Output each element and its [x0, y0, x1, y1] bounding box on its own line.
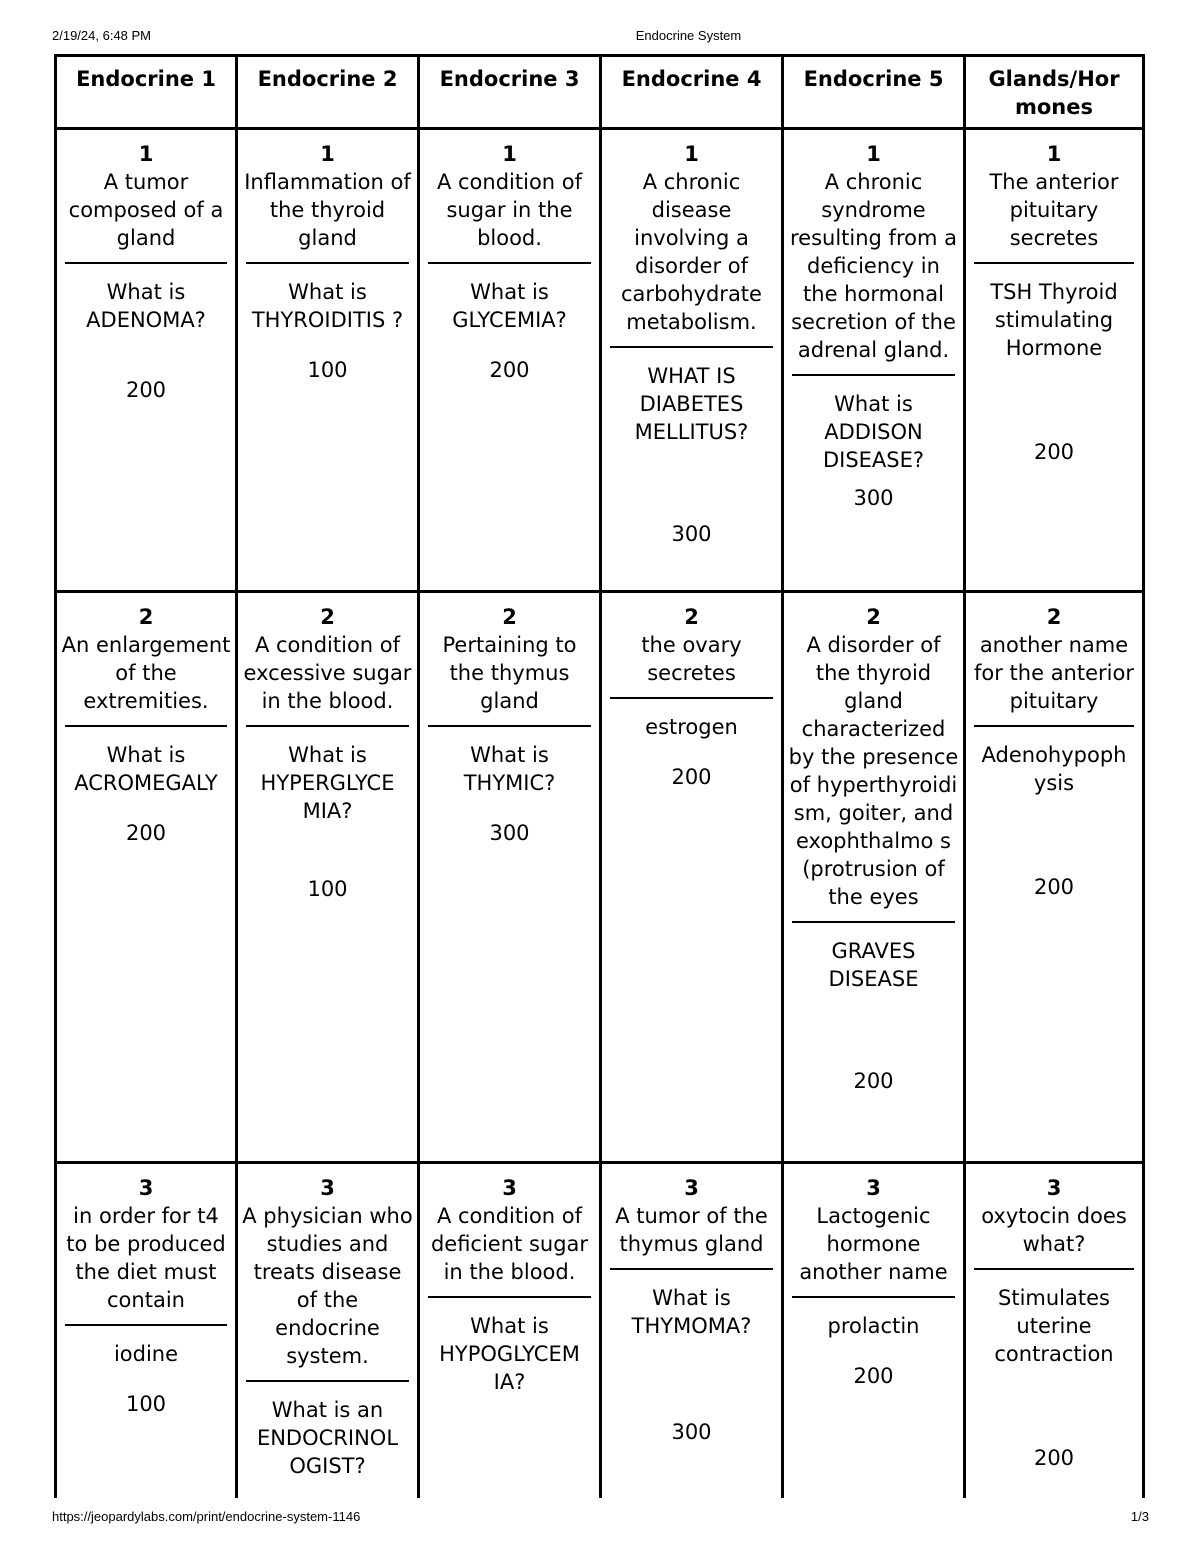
answer-text: What is GLYCEMIA?	[452, 280, 567, 332]
answer-separator	[792, 1296, 955, 1298]
point-value: 200	[671, 765, 712, 789]
point-value: 300	[853, 486, 894, 510]
clue-text: A physician who studies and treats disease of the endocrine system.	[242, 1204, 413, 1368]
clue-text: A disorder of the thyroid gland characterized by the presence of hyperthyroidi sm, goiter, and exophthalmo s (protrusion of the eyes	[788, 633, 959, 909]
answer-separator	[428, 725, 591, 727]
question-cell[interactable]	[602, 1164, 781, 1498]
clue-text: A condition of excessive sugar in the blood.	[243, 633, 412, 713]
point-value: 200	[125, 821, 167, 845]
question-number: 2	[502, 605, 517, 629]
question-number: 1	[866, 142, 881, 166]
answer-separator	[246, 262, 409, 264]
answer-separator	[428, 262, 591, 264]
print-url: https://jeopardylabs.com/print/endocrine-system-1146	[52, 1509, 361, 1524]
question-cell[interactable]	[238, 130, 417, 590]
question-number: 3	[1046, 1176, 1062, 1200]
question-number: 2	[684, 605, 699, 629]
question-number: 2	[138, 605, 154, 629]
board-column	[602, 57, 781, 1498]
answer-text: WHAT IS DIABETES MELLITUS?	[634, 364, 749, 444]
question-cell[interactable]	[784, 130, 963, 590]
point-value: 200	[853, 1069, 894, 1093]
question-cell[interactable]	[420, 593, 599, 1161]
answer-separator	[974, 262, 1134, 264]
jeopardy-board	[54, 54, 1145, 1498]
answer-text: What is ADDISON DISEASE?	[822, 392, 925, 472]
point-value: 100	[125, 1392, 167, 1416]
answer-text: What is HYPERGLYCE MIA?	[260, 743, 395, 823]
clue-text: oxytocin does what?	[981, 1204, 1127, 1256]
clue-text: in order for t4 to be produced the diet must contain	[66, 1204, 226, 1312]
question-cell[interactable]	[602, 130, 781, 590]
clue-text: The anterior pituitary secretes	[989, 170, 1119, 250]
point-value: 100	[307, 877, 348, 901]
category-header: Endocrine 5	[803, 67, 944, 91]
answer-text: What is ACROMEGALY	[74, 743, 218, 795]
question-number: 1	[138, 142, 154, 166]
question-cell[interactable]	[966, 1164, 1142, 1498]
point-value: 200	[1033, 875, 1075, 899]
question-cell[interactable]	[57, 593, 235, 1161]
answer-separator	[65, 262, 227, 264]
answer-text: What is HYPOGLYCEM IA?	[439, 1314, 580, 1394]
question-cell[interactable]	[784, 593, 963, 1161]
answer-separator	[65, 1324, 227, 1326]
board-column	[238, 57, 417, 1498]
question-number: 1	[320, 142, 335, 166]
question-number: 3	[502, 1176, 517, 1200]
answer-text: Stimulates uterine contraction	[994, 1286, 1114, 1366]
category-header: Endocrine 2	[257, 67, 398, 91]
question-number: 3	[684, 1176, 699, 1200]
answer-separator	[610, 346, 773, 348]
answer-text: TSH Thyroid stimulating Hormone	[990, 280, 1118, 360]
point-value: 200	[1033, 440, 1075, 464]
answer-text: prolactin	[827, 1314, 920, 1338]
answer-text: What is an ENDOCRINOL OGIST?	[256, 1398, 399, 1478]
question-number: 1	[502, 142, 517, 166]
question-cell[interactable]	[966, 593, 1142, 1161]
answer-separator	[246, 725, 409, 727]
point-value: 300	[671, 1420, 712, 1444]
clue-text: A chronic disease involving a disorder of carbohydrate metabolism.	[621, 170, 762, 334]
answer-text: estrogen	[645, 715, 738, 739]
print-datetime: 2/19/24, 6:48 PM	[52, 28, 152, 43]
category-header: Endocrine 4	[621, 67, 762, 91]
answer-separator	[792, 374, 955, 376]
question-number: 3	[138, 1176, 154, 1200]
clue-text: Lactogenic hormone another name	[799, 1204, 948, 1284]
category-header: Endocrine 3	[439, 67, 580, 91]
answer-separator	[428, 1296, 591, 1298]
category-header: Glands/Hor mones	[988, 67, 1120, 119]
board-column	[57, 57, 235, 1498]
board-column	[784, 57, 963, 1498]
clue-text: another name for the anterior pituitary	[974, 633, 1134, 713]
question-cell[interactable]	[966, 130, 1142, 590]
question-number: 2	[1046, 605, 1062, 629]
clue-text: Pertaining to the thymus gland	[442, 633, 577, 713]
answer-separator	[610, 1268, 773, 1270]
category-header: Endocrine 1	[76, 67, 216, 91]
answer-text: What is THYMOMA?	[631, 1286, 752, 1338]
point-value: 200	[1033, 1446, 1075, 1470]
question-cell[interactable]	[57, 1164, 235, 1498]
point-value: 100	[307, 358, 348, 382]
answer-separator	[610, 697, 773, 699]
question-cell[interactable]	[602, 593, 781, 1161]
point-value: 200	[489, 358, 530, 382]
question-cell[interactable]	[238, 1164, 417, 1498]
answer-text: What is ADENOMA?	[86, 280, 206, 332]
answer-text: What is THYMIC?	[463, 743, 556, 795]
answer-separator	[792, 921, 955, 923]
clue-text: A condition of deficient sugar in the blood.	[430, 1204, 589, 1284]
question-number: 2	[866, 605, 881, 629]
answer-text: Adenohypoph ysis	[981, 743, 1127, 795]
clue-text: A tumor of the thymus gland	[615, 1204, 768, 1256]
question-number: 3	[866, 1176, 881, 1200]
question-cell[interactable]	[238, 593, 417, 1161]
question-number: 2	[320, 605, 335, 629]
question-number: 1	[1046, 142, 1062, 166]
point-value: 300	[489, 821, 530, 845]
clue-text: A tumor composed of a gland	[68, 170, 224, 250]
answer-separator	[246, 1380, 409, 1382]
question-cell[interactable]	[420, 130, 599, 590]
print-title: Endocrine System	[635, 28, 742, 43]
question-number: 1	[684, 142, 699, 166]
page-number: 1/3	[1130, 1509, 1149, 1524]
board-column	[966, 57, 1142, 1498]
answer-separator	[974, 725, 1134, 727]
answer-text: iodine	[113, 1342, 179, 1366]
question-cell[interactable]	[784, 1164, 963, 1498]
point-value: 200	[125, 378, 167, 402]
answer-separator	[65, 725, 227, 727]
clue-text: the ovary secretes	[641, 633, 742, 685]
question-number: 3	[320, 1176, 335, 1200]
question-cell[interactable]	[57, 130, 235, 590]
clue-text: Inflammation of the thyroid gland	[244, 170, 411, 250]
answer-text: GRAVES DISEASE	[828, 939, 919, 991]
answer-separator	[974, 1268, 1134, 1270]
clue-text: A condition of sugar in the blood.	[436, 170, 583, 250]
clue-text: An enlargement of the extremities.	[61, 633, 231, 713]
answer-text: What is THYROIDITIS ?	[251, 280, 404, 332]
board-column	[420, 57, 599, 1498]
point-value: 300	[671, 522, 712, 546]
question-cell[interactable]	[420, 1164, 599, 1498]
clue-text: A chronic syndrome resulting from a deficiency in the hormonal secretion of the adrenal gland.	[790, 170, 957, 362]
point-value: 200	[853, 1364, 894, 1388]
